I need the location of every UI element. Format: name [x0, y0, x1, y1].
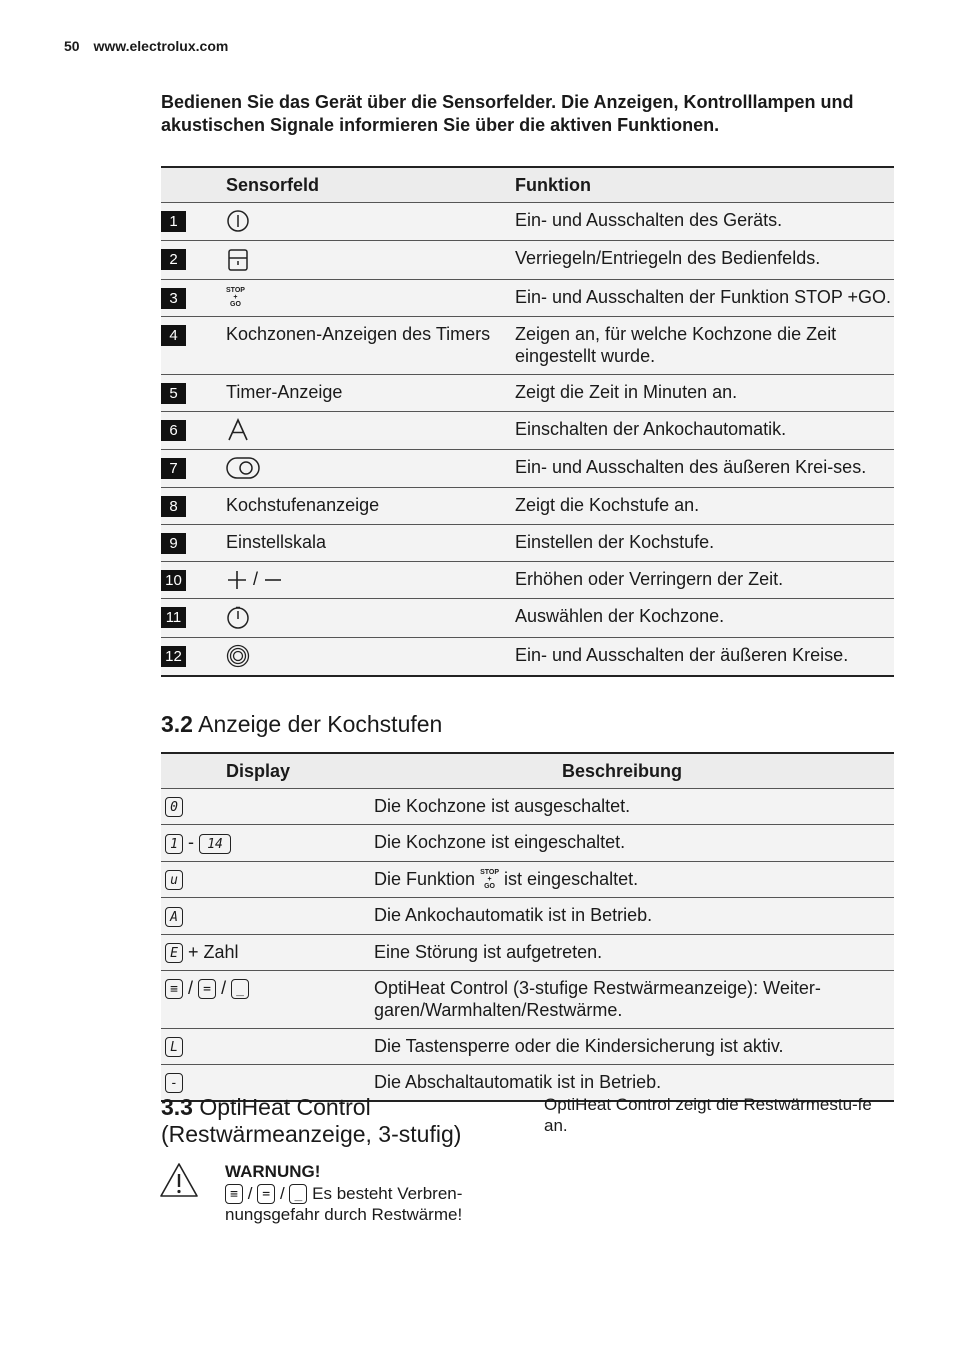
table-row [161, 599, 894, 637]
function-text: Ein- und Ausschalten des äußeren Krei-ses. [515, 449, 894, 487]
col-description-header: Beschreibung [374, 753, 894, 789]
oval-zone-icon [226, 456, 260, 480]
sensor-text: Kochstufenanzeige [226, 488, 515, 525]
table-row [161, 898, 894, 934]
display-symbol: L [165, 1037, 183, 1057]
function-text: Einschalten der Ankochautomatik. [515, 411, 894, 449]
function-text: Einstellen der Kochstufe. [515, 525, 894, 562]
table-row [161, 241, 894, 279]
row-number: 4 [161, 325, 186, 346]
optiheat-side-text: OptiHeat Control zeigt die Restwärmestu-fe an. [544, 1095, 872, 1135]
lock-icon [226, 248, 250, 272]
function-text: Verriegeln/Entriegeln des Bedienfelds. [515, 241, 894, 279]
table-row [161, 789, 894, 825]
col-function-header: Funktion [515, 167, 894, 203]
table-row [161, 1028, 894, 1064]
table-row: E + Zahl Eine Störung ist aufgetreten. [161, 934, 894, 970]
col-display-header: Display [161, 753, 374, 789]
warning-title: WARNUNG! [225, 1162, 321, 1181]
timer-icon [226, 606, 250, 630]
function-text: Zeigt die Kochstufe an. [515, 488, 894, 525]
display-symbol: _ [289, 1184, 307, 1204]
warning-box [225, 1161, 515, 1226]
section-heading-3-2: 3.2 Anzeige der Kochstufen [161, 711, 443, 737]
function-text: Erhöhen oder Verringern der Zeit. [515, 562, 894, 599]
description-text: Die Kochzone ist eingeschaltet. [374, 825, 894, 861]
stop-go-icon: STOP + GO [226, 287, 245, 309]
description-text: Die Ankochautomatik ist in Betrieb. [374, 898, 894, 934]
table-row: 1 - 14 Die Kochzone ist eingeschaltet. [161, 825, 894, 861]
page-number: 50 [64, 38, 80, 54]
row-number: 11 [161, 607, 186, 628]
page-header [64, 38, 228, 54]
table-row [161, 449, 894, 487]
letter-a-icon [226, 418, 250, 442]
display-symbol: ≡ [165, 979, 183, 999]
display-symbol: 0 [165, 797, 183, 817]
site-url: www.electrolux.com [93, 38, 229, 54]
table-row: ≡ / = / _ OptiHeat Control (3-stufige Restwärmeanzeige): Weiter-garen/Warmhalten/Restwärme. [161, 970, 894, 1028]
table-row [161, 488, 894, 525]
stop-go-icon: STOP + GO [480, 869, 500, 891]
warning-triangle-icon [159, 1162, 199, 1198]
intro-text: Bedienen Sie das Gerät über die Sensorfelder. Die Anzeigen, Kontrolllampen und akustischen Signale informieren Sie über die aktiven Funktionen. [161, 92, 854, 135]
sensor-text: Kochzonen-Anzeigen des Timers [226, 316, 515, 374]
display-symbol: E [165, 943, 183, 963]
table-row [161, 861, 894, 898]
sensor-text: Timer-Anzeige [226, 374, 515, 411]
table-row [161, 562, 894, 599]
table-row [161, 316, 894, 374]
sensor-table-header [161, 167, 894, 203]
description-text: Die Funktion STOP + GO ist eingeschaltet. [374, 861, 894, 898]
function-text: Zeigen an, für welche Kochzone die Zeit eingestellt wurde. [515, 316, 894, 374]
col-sensor-header: Sensorfeld [226, 167, 515, 203]
row-number: 8 [161, 496, 186, 517]
table-row [161, 637, 894, 676]
sensor-table [161, 166, 894, 677]
row-number: 2 [161, 249, 186, 270]
row-number: 10 [161, 570, 186, 591]
display-symbol: = [257, 1184, 275, 1204]
display-symbol: _ [231, 979, 249, 999]
display-symbol: ≡ [225, 1184, 243, 1204]
row-number: 5 [161, 383, 186, 404]
function-text: Ein- und Ausschalten der Funktion STOP +GO. [515, 279, 894, 316]
display-symbol: 14 [199, 834, 231, 854]
minus-icon [263, 569, 283, 591]
row-number: 7 [161, 458, 186, 479]
table-row [161, 525, 894, 562]
table-row [161, 374, 894, 411]
row-number: 6 [161, 420, 186, 441]
description-text: Die Abschaltautomatik ist in Betrieb. [374, 1065, 894, 1102]
display-symbol: - [165, 1073, 183, 1093]
plus-minus-separator: / [253, 569, 259, 589]
description-text: Die Tastensperre oder die Kindersicherung ist aktiv. [374, 1028, 894, 1064]
description-text: Eine Störung ist aufgetreten. [374, 934, 894, 970]
sensor-text: Einstellskala [226, 525, 515, 562]
table-row [161, 411, 894, 449]
plus-icon [226, 569, 248, 591]
section-heading-3-3: 3.3 OptiHeat Control (Restwärmeanzeige, 3-stufig) [161, 1094, 462, 1147]
description-text: OptiHeat Control (3-stufige Restwärmeanzeige): Weiter-garen/Warmhalten/Restwärme. [374, 970, 894, 1028]
function-text: Ein- und Ausschalten der äußeren Kreise. [515, 637, 894, 676]
concentric-circles-icon [226, 644, 250, 668]
table-row [161, 203, 894, 241]
display-symbol: 1 [165, 834, 183, 854]
display-symbol: = [198, 979, 216, 999]
row-number: 3 [161, 288, 186, 309]
display-symbol: A [165, 907, 183, 927]
table-row [161, 279, 894, 316]
function-text: Ein- und Ausschalten des Geräts. [515, 203, 894, 241]
display-table [161, 752, 894, 1102]
row-number: 9 [161, 533, 186, 554]
display-symbol: u [165, 870, 183, 890]
warning-text: ≡ / = / _ Es besteht Verbren-nungsgefahr durch Restwärme! [225, 1183, 463, 1225]
function-text: Zeigt die Zeit in Minuten an. [515, 374, 894, 411]
function-text: Auswählen der Kochzone. [515, 599, 894, 637]
display-table-header [161, 753, 894, 789]
description-text: Die Kochzone ist ausgeschaltet. [374, 789, 894, 825]
power-icon [226, 209, 250, 233]
row-number: 12 [161, 646, 186, 667]
row-number: 1 [161, 211, 186, 232]
